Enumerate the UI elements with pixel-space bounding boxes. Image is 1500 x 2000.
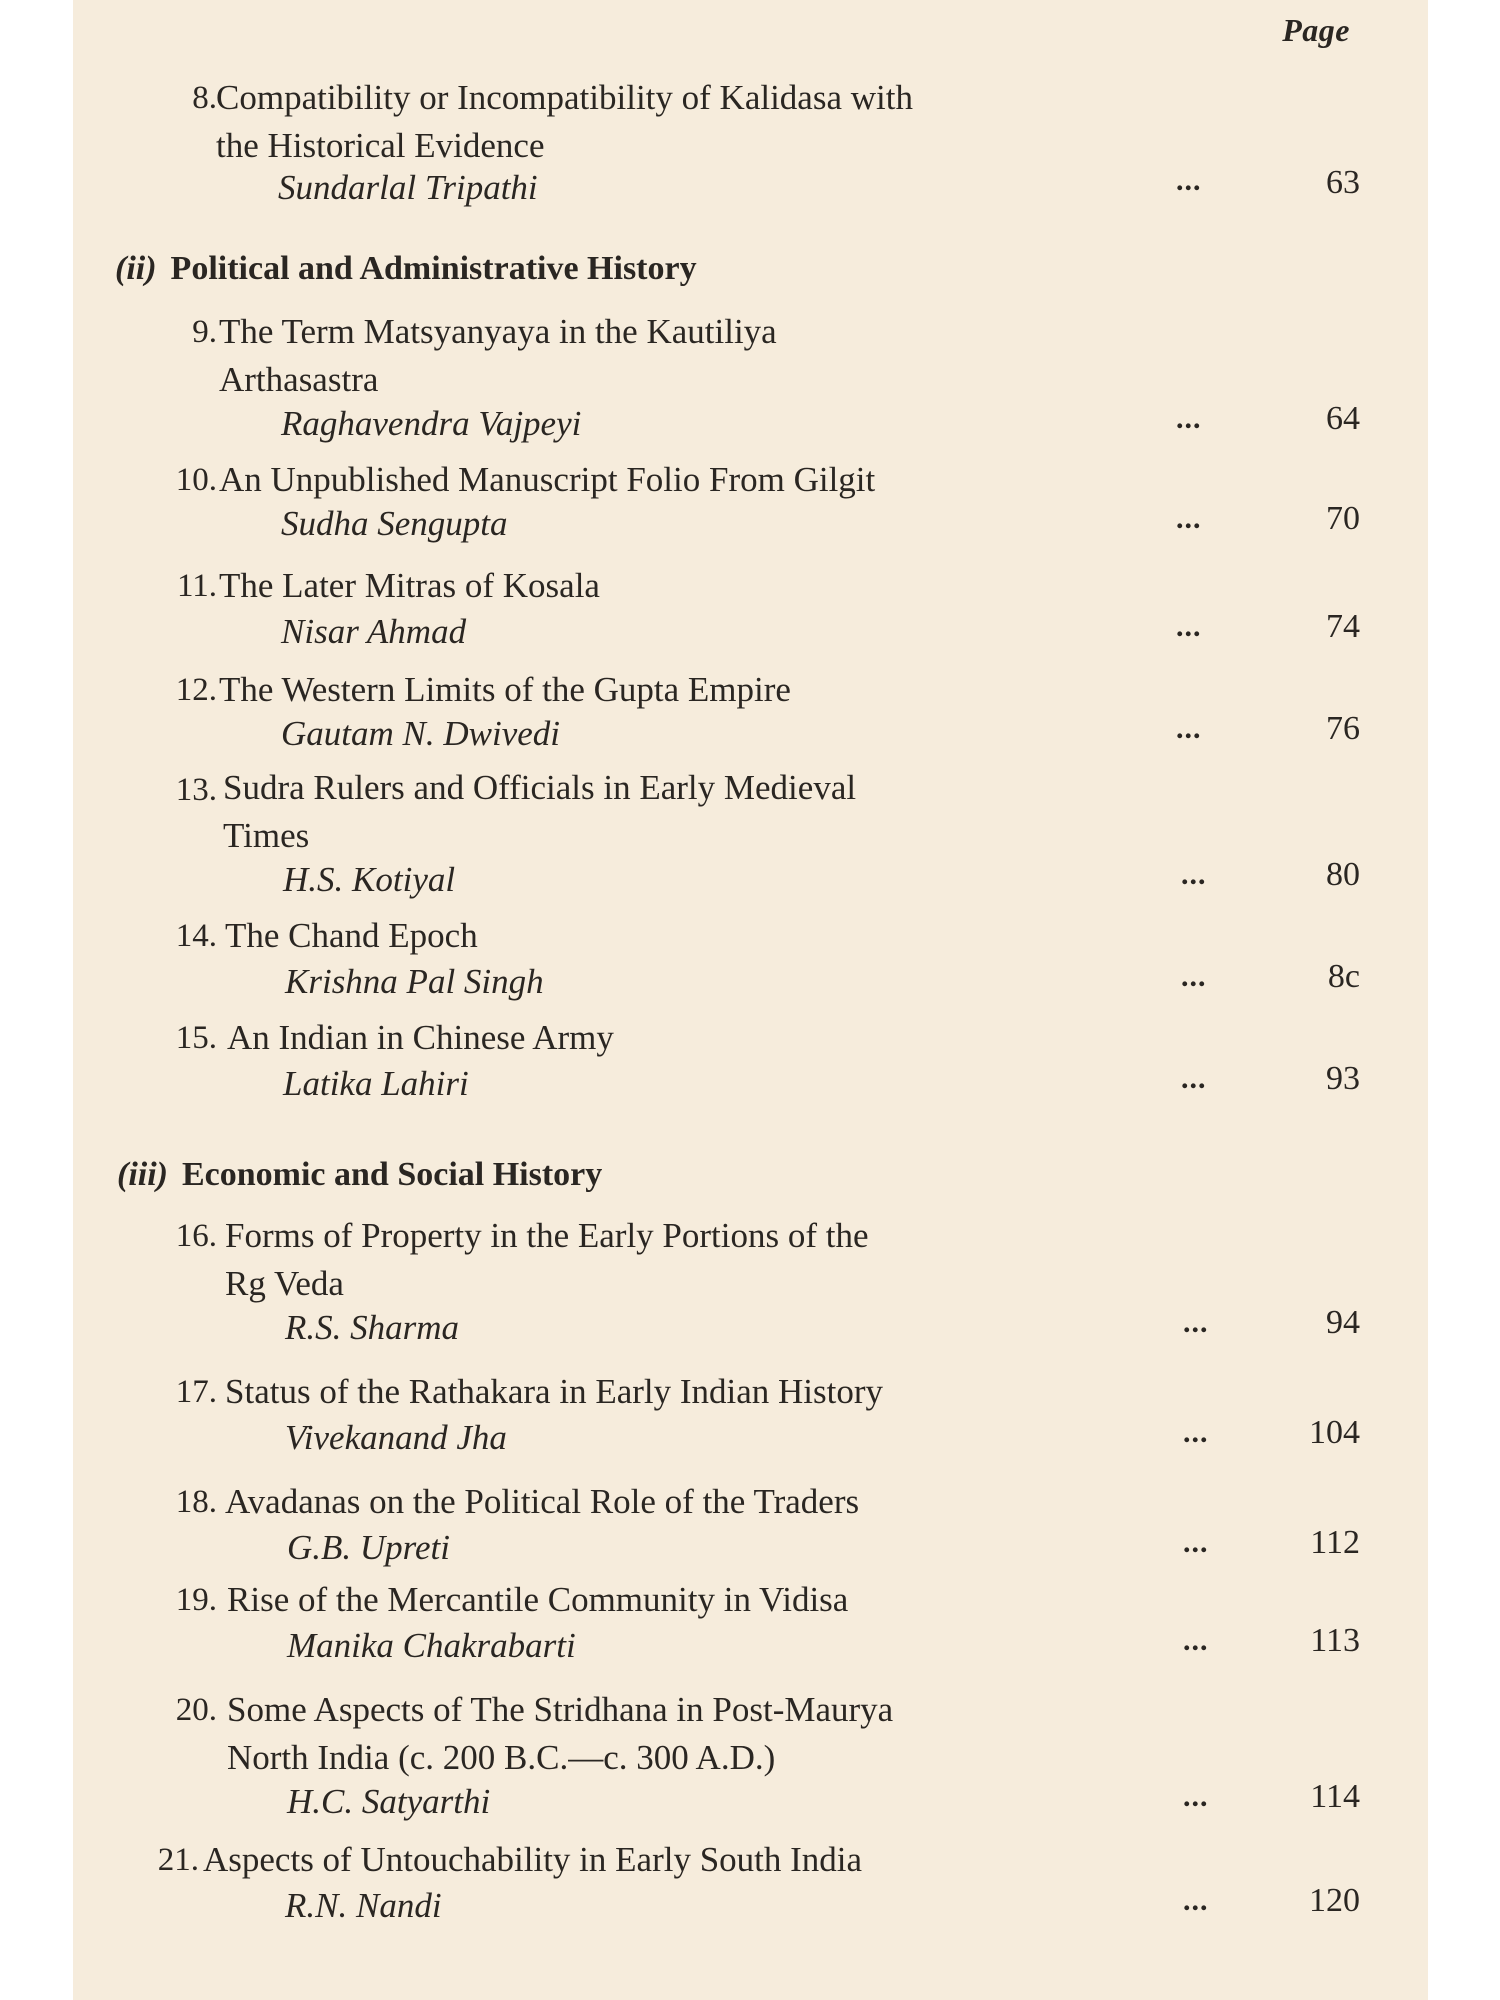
entry-number: 19. [175,1582,217,1618]
entry-author: Raghavendra Vajpeyi [281,404,582,443]
leader-dots: ... [1183,1780,1209,1813]
entry-title [203,1836,1043,1884]
toc-page [73,0,1428,2000]
entry-number: 16. [175,1218,217,1254]
entry-number: 21. [157,1842,199,1878]
entry-author: Sundarlal Tripathi [278,168,538,207]
leader-dots: ... [1183,1306,1209,1339]
entry-title [225,1368,1065,1416]
entry-title [219,456,1059,504]
entry-page-number: 74 [1326,608,1360,645]
entry-page-number: 76 [1326,710,1360,747]
entry-page-number: 113 [1310,1622,1360,1659]
leader-dots: ... [1176,402,1202,435]
entry-title-line: An Indian in Chinese Army [227,1018,614,1057]
entry-title [227,1014,1067,1062]
entry-page-number: 120 [1309,1882,1360,1919]
entry-page-number: 112 [1310,1524,1360,1561]
entry-title-line: Sudra Rulers and Officials in Early Medieval [223,768,857,807]
entry-author: R.N. Nandi [285,1886,442,1925]
entry-number: 18. [175,1484,217,1520]
section-heading-economic [117,1156,602,1194]
entry-number: 11. [176,568,217,604]
entry-number: 13. [175,772,217,808]
entry-number: 8. [192,80,217,116]
section-heading-political [115,250,697,288]
entry-page-number: 64 [1326,400,1360,437]
entry-title [225,912,1065,960]
page-column-header: Page [1282,12,1350,48]
entry-author: Vivekanand Jha [285,1418,507,1457]
entry-title [219,308,1059,404]
entry-page-number: 63 [1326,164,1360,201]
entry-title [223,764,1063,860]
entry-number: 10. [175,462,217,498]
entry-page-number: 114 [1310,1778,1360,1815]
entry-page-number: 70 [1326,500,1360,537]
entry-author: Manika Chakrabarti [287,1626,576,1665]
entry-title-line: Avadanas on the Political Role of the Traders [225,1482,860,1521]
entry-title-line: The Term Matsyanyaya in the Kautiliya [219,312,777,351]
entry-page-number: 104 [1309,1414,1360,1451]
entry-page-number: 8с [1327,958,1360,995]
leader-dots: ... [1176,502,1202,535]
entry-title-line: Rise of the Mercantile Community in Vidisa [227,1580,849,1619]
entry-number: 17. [175,1374,217,1410]
entry-title-line: The Western Limits of the Gupta Empire [219,670,791,709]
entry-number: 15. [175,1020,217,1056]
entry-title [219,562,1059,610]
entry-author: Latika Lahiri [283,1064,469,1103]
entry-title-line: Some Aspects of The Stridhana in Post-Maurya [227,1690,894,1729]
entry-page-number: 93 [1326,1060,1360,1097]
entry-title [227,1576,1067,1624]
entry-title [219,666,1059,714]
section-title: Political and Administrative History [170,250,697,287]
entry-number: 20. [175,1692,217,1728]
entry-title-line: The Later Mitras of Kosala [219,566,600,605]
entry-title [216,74,1056,170]
leader-dots: ... [1181,858,1207,891]
section-title: Economic and Social History [181,1156,603,1193]
leader-dots: ... [1181,960,1207,993]
entry-author: Sudha Sengupta [281,504,508,543]
entry-title-line: An Unpublished Manuscript Folio From Gilgit [219,460,876,499]
entry-title-line: North India (c. 200 B.C.—c. 300 A.D.) [227,1738,776,1777]
leader-dots: ... [1176,712,1202,745]
entry-title [225,1478,1065,1526]
entry-author: Krishna Pal Singh [285,962,544,1001]
entry-title [225,1212,1065,1308]
entry-author: Gautam N. Dwivedi [281,714,561,753]
entry-title-line: Times [223,816,310,855]
entry-page-number: 94 [1326,1304,1360,1341]
leader-dots: ... [1181,1062,1207,1095]
leader-dots: ... [1183,1624,1209,1657]
entry-title-line: Forms of Property in the Early Portions of the [225,1216,869,1255]
entry-number: 9. [192,314,217,350]
leader-dots: ... [1176,164,1202,197]
entry-title-line: The Chand Epoch [225,916,478,955]
entry-title [227,1686,1067,1782]
leader-dots: ... [1176,610,1202,643]
entry-title-line: Status of the Rathakara in Early Indian History [225,1372,884,1411]
entry-author: R.S. Sharma [285,1308,460,1347]
entry-number: 12. [175,672,217,708]
entry-author: G.B. Upreti [287,1528,450,1567]
leader-dots: ... [1183,1416,1209,1449]
entry-page-number: 80 [1326,856,1360,893]
entry-author: H.S. Kotiyal [283,860,456,899]
section-roman-numeral: (iii) [117,1156,168,1193]
entry-author: Nisar Ahmad [281,612,467,651]
section-roman-numeral: (ii) [115,250,157,287]
leader-dots: ... [1183,1884,1209,1917]
entry-author: H.C. Satyarthi [287,1782,491,1821]
entry-title-line: Rg Veda [225,1264,344,1303]
entry-number: 14. [175,918,217,954]
entry-title-line: Compatibility or Incompatibility of Kalidasa with [216,78,913,117]
entry-title-line: the Historical Evidence [216,126,545,165]
leader-dots: ... [1183,1526,1209,1559]
entry-title-line: Arthasastra [219,360,379,399]
entry-title-line: Aspects of Untouchability in Early South India [203,1840,863,1879]
